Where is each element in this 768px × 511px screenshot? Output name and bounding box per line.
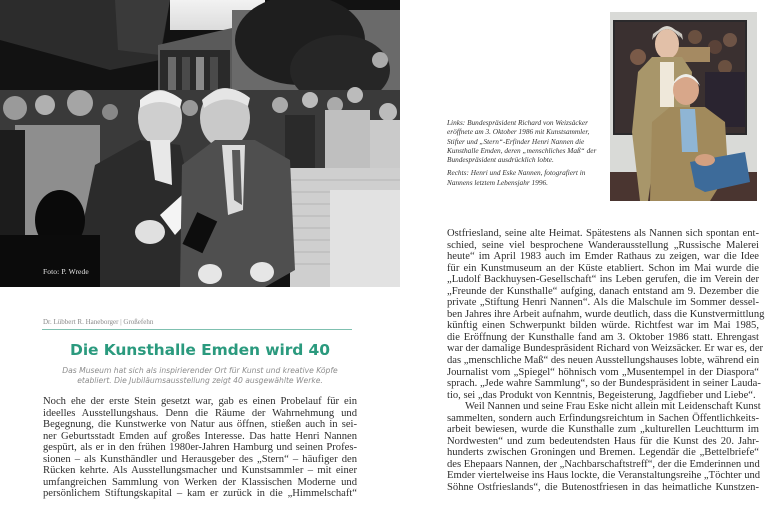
body-line: Weil Nannen und seine Frau Eske nicht allein mit Leidenschaft Kunst (465, 401, 761, 413)
photo-caption (447, 118, 605, 191)
body-line: schied, seine viel besprochene Wanderausstellung „Russische Malerei (447, 239, 759, 251)
photo-henri-eske-nannen (610, 12, 757, 201)
body-line: Begegnung, die Kunstwerke von Natur aus öffnen, stießen auch in sei- (43, 419, 357, 431)
body-line: „Ludolf Backhuysen-Gesellschaft“ ins Leben gerufen, die im Verein der (447, 274, 759, 286)
body-line: des Ehepaars Nannen, der „Nachbarschaftstreff“, der die Emderinnen und (447, 458, 760, 470)
body-line: arbeit bewiesen, wurde die Kunsthalle zum „kulturellen Leuchtturm im (447, 424, 759, 436)
body-line: hunderts zwischen Groningen und Bremen. Legendär die „Bettelbriefe“ (447, 447, 759, 459)
author-byline: Dr. Lübbert R. Haneborger | Großefehn (43, 318, 154, 326)
body-line: Noch ehe der erste Stein gesetzt war, gab es einen Probelauf für ein (43, 396, 357, 407)
body-line: sionen – als Kunsthändler und Herausgeber des „Stern“ – häufiger den (43, 453, 357, 465)
body-line: Ostfriesland, seine alte Heimat. Spätestens als Nannen sich spontan ent- (447, 228, 759, 239)
body-line: Söhne Ostfrieslands“, die Butenostfriesen in das heimatliche Kunstzen- (447, 482, 759, 494)
body-line: private „Stiftung Henri Nannen“. Als die Malschule im Sommer dessel- (447, 297, 759, 309)
body-column-left (43, 396, 357, 500)
photo-credit: Foto: P. Wrede (43, 267, 89, 276)
photo-bw-image (0, 0, 400, 287)
body-line: Emder viertelweise ins Haus lockte, die Veranstaltungsreihe „Töchter und (447, 470, 761, 482)
article-subhead (43, 366, 357, 386)
body-line: gespürt, als er in den frühen 1980er-Jahren Hamburg und seinen Profes- (43, 442, 357, 454)
body-line: umfangreichen Sammlung von Werken der Klassischen Moderne und (43, 476, 357, 488)
article-headline: Die Kunsthalle Emden wird 40 (70, 341, 330, 359)
photo-weizsaecker-nannen (0, 0, 400, 287)
body-line: sammelten, sondern auch Erfindungsreichtum in Sachen Öffentlichkeits- (447, 412, 759, 424)
caption-left-photo: Links: Bundespräsident Richard von Weizsäcker eröffnete am 3. Oktober 1986 mit Kunstsammler, Stifter und „Stern“-Erfinder Henri Nannen die Kunsthalle Emden, deren „menschliches Maß“ der Bundespräsident ausdrücklich lobte. (447, 118, 597, 165)
body-line: Journalist vom „Spiegel“ höhnisch vom „Musentempel in der Diaspora“ (447, 366, 759, 378)
body-line: heute“ im April 1983 auch im Emder Rathaus zu zeigen, war die Idee (447, 251, 759, 263)
body-line: künftig einen Schwerpunkt bilden würde. Richtfest war im Mai 1985, (447, 320, 759, 332)
body-line: für ein Kunstmuseum an der Küste etabliert. Schon im Mai wurde die (447, 262, 759, 274)
subhead-line: Das Museum hat sich als inspirierender Ort für Kunst und kreative Köpfe (62, 366, 338, 375)
subhead-line: etabliert. Die Jubiläumsausstellung zeigt 40 ausgewählte Werke. (77, 376, 323, 385)
body-line: ben Jahres ihre Arbeit aufnahm, wurde deutlich, dass die Kunstvermittlung (447, 308, 765, 320)
body-line: das „menschliche Maß“ des neuen Ausstellungshauses lobte, während ein (447, 355, 760, 367)
body-column-right (447, 228, 765, 494)
body-line: persönlichem Stiftungskapital – kam er zurück in die „Himmelschaft“ (43, 488, 357, 500)
body-line: Nordwesten“ und zum bedeutendsten Haus für die Kunst des 20. Jahr- (447, 435, 759, 447)
body-line: sprach. „Jede wahre Sammlung“, so der Bundespräsident in seiner Lauda- (447, 378, 761, 390)
body-line: war der damalige Bundespräsident Richard von Weizsäcker. Er war es, der (447, 343, 764, 355)
body-line: „Freunde der Kunsthalle“ aufging, danach entstand am 9. Dezember die (447, 285, 759, 297)
photo-color-image (610, 12, 757, 201)
body-line: Rücken kehrte. Als Ausstellungsmacher und Kunstsammler – mit einer (43, 465, 357, 477)
body-line: ner Geburtsstadt Emden auf großes Interesse. Das hatte Henri Nannen (43, 430, 357, 442)
caption-right-photo: Rechts: Henri und Eske Nannen, fotografiert in Nannens letztem Lebensjahr 1996. (447, 168, 586, 187)
body-line: ideelles Ausstellungshaus. Denn die Räume der Wahrnehmung und (43, 407, 357, 419)
body-line: die Eröffnung der Kunsthalle fand am 3. Oktober 1986 statt. Ehrengast (447, 331, 759, 343)
body-line: tio, sei „das Produkt von Kenntnis, Begeisterung, Jagdfieber und Liebe“. (447, 389, 756, 401)
divider-rule (42, 329, 352, 330)
